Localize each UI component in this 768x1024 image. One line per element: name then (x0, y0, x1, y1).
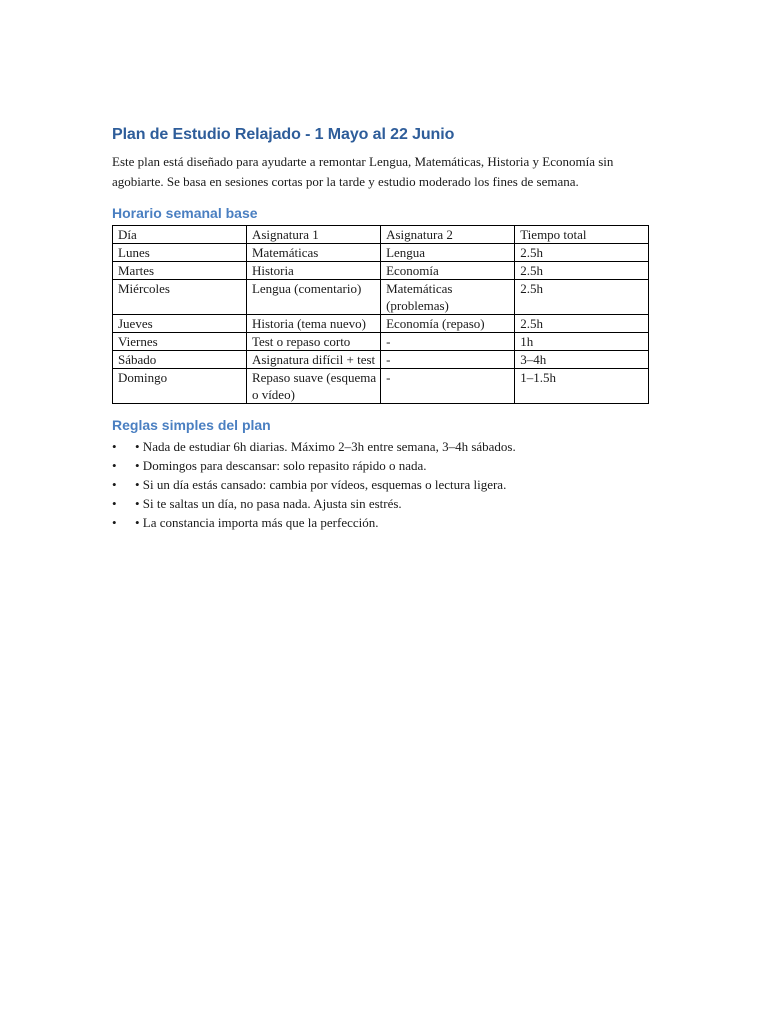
bullet-icon: • (112, 477, 117, 492)
list-item (112, 494, 656, 513)
table-row (113, 315, 649, 333)
table-cell-subject-1: Repaso suave (esquema o vídeo) (246, 369, 380, 404)
schedule-heading: Horario semanal base (112, 205, 258, 221)
rule-text: • Si un día estás cansado: cambia por vídeos, esquemas o lectura ligera. (135, 477, 507, 492)
table-cell-subject-2: - (381, 333, 515, 351)
column-header: Asignatura 1 (246, 226, 380, 244)
table-cell-subject-1: Historia (246, 262, 380, 280)
table-cell-day: Domingo (113, 369, 247, 404)
column-header: Asignatura 2 (381, 226, 515, 244)
table-cell-total-time: 2.5h (515, 315, 649, 333)
rule-text: • Domingos para descansar: solo repasito rápido o nada. (135, 458, 427, 473)
table-cell-subject-2: - (381, 351, 515, 369)
table-cell-day: Viernes (113, 333, 247, 351)
table-cell-subject-1: Lengua (comentario) (246, 280, 380, 315)
bullet-icon: • (112, 496, 117, 511)
bullet-icon: • (112, 458, 117, 473)
table-cell-subject-1: Asignatura difícil + test (246, 351, 380, 369)
rules-list (112, 437, 656, 532)
rule-text: • Nada de estudiar 6h diarias. Máximo 2–3h entre semana, 3–4h sábados. (135, 439, 516, 454)
table-row (113, 262, 649, 280)
bullet-icon: • (112, 515, 117, 530)
table-cell-total-time: 2.5h (515, 244, 649, 262)
table-row (113, 333, 649, 351)
bullet-icon: • (112, 439, 117, 454)
table-cell-total-time: 2.5h (515, 262, 649, 280)
table-cell-day: Sábado (113, 351, 247, 369)
table-cell-subject-1: Matemáticas (246, 244, 380, 262)
table-cell-total-time: 1h (515, 333, 649, 351)
list-item (112, 475, 656, 494)
document-title: Plan de Estudio Relajado - 1 Mayo al 22 Junio (112, 126, 455, 143)
column-header: Día (113, 226, 247, 244)
list-item (112, 456, 656, 475)
intro-paragraph: Este plan está diseñado para ayudarte a remontar Lengua, Matemáticas, Historia y Economía sin agobiarte. Se basa en sesiones cortas por la tarde y estudio moderado los fines de semana. (112, 154, 614, 189)
table-cell-subject-1: Historia (tema nuevo) (246, 315, 380, 333)
rules-heading: Reglas simples del plan (112, 417, 271, 433)
table-cell-day: Martes (113, 262, 247, 280)
list-item (112, 437, 656, 456)
rule-text: • Si te saltas un día, no pasa nada. Ajusta sin estrés. (135, 496, 402, 511)
table-cell-total-time: 3–4h (515, 351, 649, 369)
table-cell-total-time: 2.5h (515, 280, 649, 315)
table-cell-day: Miércoles (113, 280, 247, 315)
table-row (113, 351, 649, 369)
table-cell-total-time: 1–1.5h (515, 369, 649, 404)
table-row (113, 244, 649, 262)
table-cell-subject-2: Matemáticas (problemas) (381, 280, 515, 315)
table-cell-subject-1: Test o repaso corto (246, 333, 380, 351)
document-page (112, 124, 656, 532)
table-cell-subject-2: - (381, 369, 515, 404)
table-cell-subject-2: Economía (repaso) (381, 315, 515, 333)
table-row (113, 280, 649, 315)
rule-text: • La constancia importa más que la perfección. (135, 515, 379, 530)
schedule-table (112, 225, 649, 404)
table-row (113, 369, 649, 404)
list-item (112, 513, 656, 532)
table-cell-day: Jueves (113, 315, 247, 333)
table-cell-subject-2: Lengua (381, 244, 515, 262)
table-header-row (113, 226, 649, 244)
table-cell-subject-2: Economía (381, 262, 515, 280)
table-cell-day: Lunes (113, 244, 247, 262)
column-header: Tiempo total (515, 226, 649, 244)
